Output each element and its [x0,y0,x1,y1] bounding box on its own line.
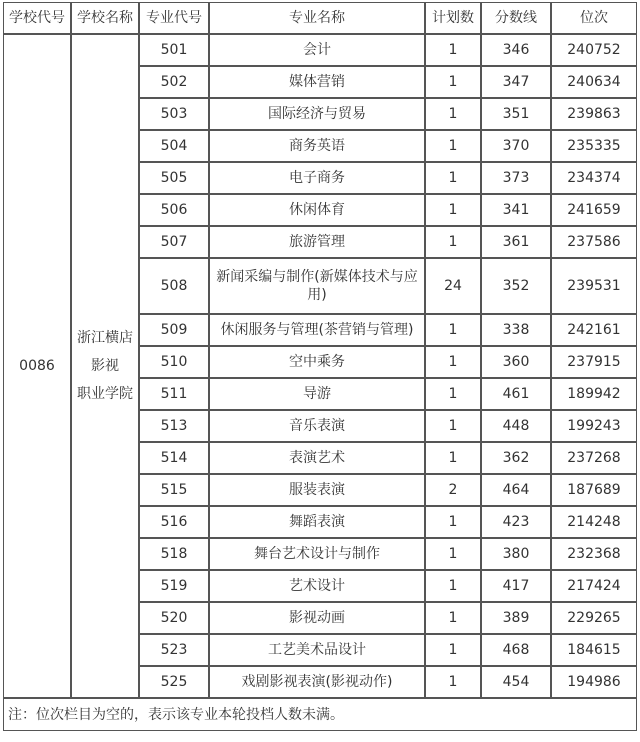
major-name-cell: 服装表演 [209,474,425,506]
rank-cell: 214248 [551,506,637,538]
major-code-cell: 519 [139,570,209,602]
major-name-cell: 艺术设计 [209,570,425,602]
rank-cell: 229265 [551,602,637,634]
plan-count-cell: 1 [425,410,481,442]
score-line-cell: 362 [481,442,551,474]
score-line-cell: 423 [481,506,551,538]
school-name [71,34,139,698]
school-name-line: 浙江横店 [77,330,133,346]
rank-cell: 184615 [551,634,637,666]
header-school-name: 学校名称 [71,2,139,34]
score-line-cell: 373 [481,162,551,194]
table-body [3,34,637,698]
plan-count-cell: 1 [425,666,481,698]
rank-cell: 194986 [551,666,637,698]
score-line-cell: 361 [481,226,551,258]
rank-cell: 242161 [551,314,637,346]
score-line-cell: 454 [481,666,551,698]
rank-cell: 240752 [551,34,637,66]
plan-count-cell: 24 [425,258,481,314]
rank-cell: 189942 [551,378,637,410]
score-line-cell: 448 [481,410,551,442]
plan-count-cell: 1 [425,602,481,634]
plan-count-cell: 1 [425,634,481,666]
score-line-cell: 461 [481,378,551,410]
major-code-cell: 504 [139,130,209,162]
major-name-cell: 休闲体育 [209,194,425,226]
school-name-line: 职业学院 [77,386,133,402]
header-school-code: 学校代号 [3,2,71,34]
major-code-cell: 525 [139,666,209,698]
plan-count-cell: 1 [425,378,481,410]
header-major-name: 专业名称 [209,2,425,34]
rank-cell: 232368 [551,538,637,570]
score-line-cell: 370 [481,130,551,162]
major-name-cell: 国际经济与贸易 [209,98,425,130]
score-line-cell: 341 [481,194,551,226]
plan-count-cell: 1 [425,194,481,226]
major-code-cell: 515 [139,474,209,506]
rank-cell: 237268 [551,442,637,474]
plan-count-cell: 1 [425,130,481,162]
major-code-cell: 518 [139,538,209,570]
major-code-cell: 501 [139,34,209,66]
major-code-cell: 509 [139,314,209,346]
rank-cell: 187689 [551,474,637,506]
rank-cell: 235335 [551,130,637,162]
score-line-cell: 347 [481,66,551,98]
plan-count-cell: 1 [425,346,481,378]
note-row [3,698,637,731]
plan-count-cell: 1 [425,538,481,570]
rank-cell: 240634 [551,66,637,98]
rank-cell: 239863 [551,98,637,130]
major-name-cell: 会计 [209,34,425,66]
major-code-cell: 508 [139,258,209,314]
header-major-code: 专业代号 [139,2,209,34]
major-name-cell: 商务英语 [209,130,425,162]
school-code: 0086 [3,34,71,698]
major-code-cell: 503 [139,98,209,130]
header-plan-count: 计划数 [425,2,481,34]
plan-count-cell: 1 [425,162,481,194]
major-name-cell: 音乐表演 [209,410,425,442]
major-name-cell: 旅游管理 [209,226,425,258]
footnote: 注：位次栏目为空的，表示该专业本轮投档人数未满。 [3,698,637,731]
major-name-cell: 休闲服务与管理(茶营销与管理) [209,314,425,346]
school-name-line: 影视 [91,358,119,374]
admission-table [3,2,637,731]
major-name-cell: 媒体营销 [209,66,425,98]
plan-count-cell: 1 [425,34,481,66]
major-code-cell: 505 [139,162,209,194]
major-name-cell: 工艺美术品设计 [209,634,425,666]
header-score-line: 分数线 [481,2,551,34]
major-code-cell: 520 [139,602,209,634]
major-name-cell: 舞台艺术设计与制作 [209,538,425,570]
major-name-cell: 影视动画 [209,602,425,634]
score-line-cell: 352 [481,258,551,314]
score-line-cell: 380 [481,538,551,570]
score-line-cell: 360 [481,346,551,378]
major-code-cell: 502 [139,66,209,98]
header-row [3,2,637,34]
major-code-cell: 514 [139,442,209,474]
score-line-cell: 468 [481,634,551,666]
major-name-cell: 新闻采编与制作(新媒体技术与应用) [209,258,425,314]
major-name-cell: 表演艺术 [209,442,425,474]
plan-count-cell: 1 [425,98,481,130]
major-name-cell: 戏剧影视表演(影视动作) [209,666,425,698]
major-code-cell: 511 [139,378,209,410]
rank-cell: 237586 [551,226,637,258]
score-line-cell: 351 [481,98,551,130]
rank-cell: 234374 [551,162,637,194]
rank-cell: 241659 [551,194,637,226]
score-line-cell: 417 [481,570,551,602]
major-name-cell: 电子商务 [209,162,425,194]
plan-count-cell: 1 [425,66,481,98]
plan-count-cell: 1 [425,314,481,346]
major-name-cell: 导游 [209,378,425,410]
major-code-cell: 516 [139,506,209,538]
major-name-cell: 空中乘务 [209,346,425,378]
major-code-cell: 513 [139,410,209,442]
major-name-cell: 舞蹈表演 [209,506,425,538]
plan-count-cell: 1 [425,226,481,258]
score-line-cell: 389 [481,602,551,634]
major-code-cell: 507 [139,226,209,258]
major-code-cell: 523 [139,634,209,666]
major-code-cell: 506 [139,194,209,226]
major-code-cell: 510 [139,346,209,378]
plan-count-cell: 2 [425,474,481,506]
header-rank: 位次 [551,2,637,34]
rank-cell: 237915 [551,346,637,378]
score-line-cell: 338 [481,314,551,346]
rank-cell: 217424 [551,570,637,602]
table-row [3,34,637,66]
rank-cell: 199243 [551,410,637,442]
rank-cell: 239531 [551,258,637,314]
plan-count-cell: 1 [425,570,481,602]
plan-count-cell: 1 [425,442,481,474]
plan-count-cell: 1 [425,506,481,538]
score-line-cell: 464 [481,474,551,506]
score-line-cell: 346 [481,34,551,66]
